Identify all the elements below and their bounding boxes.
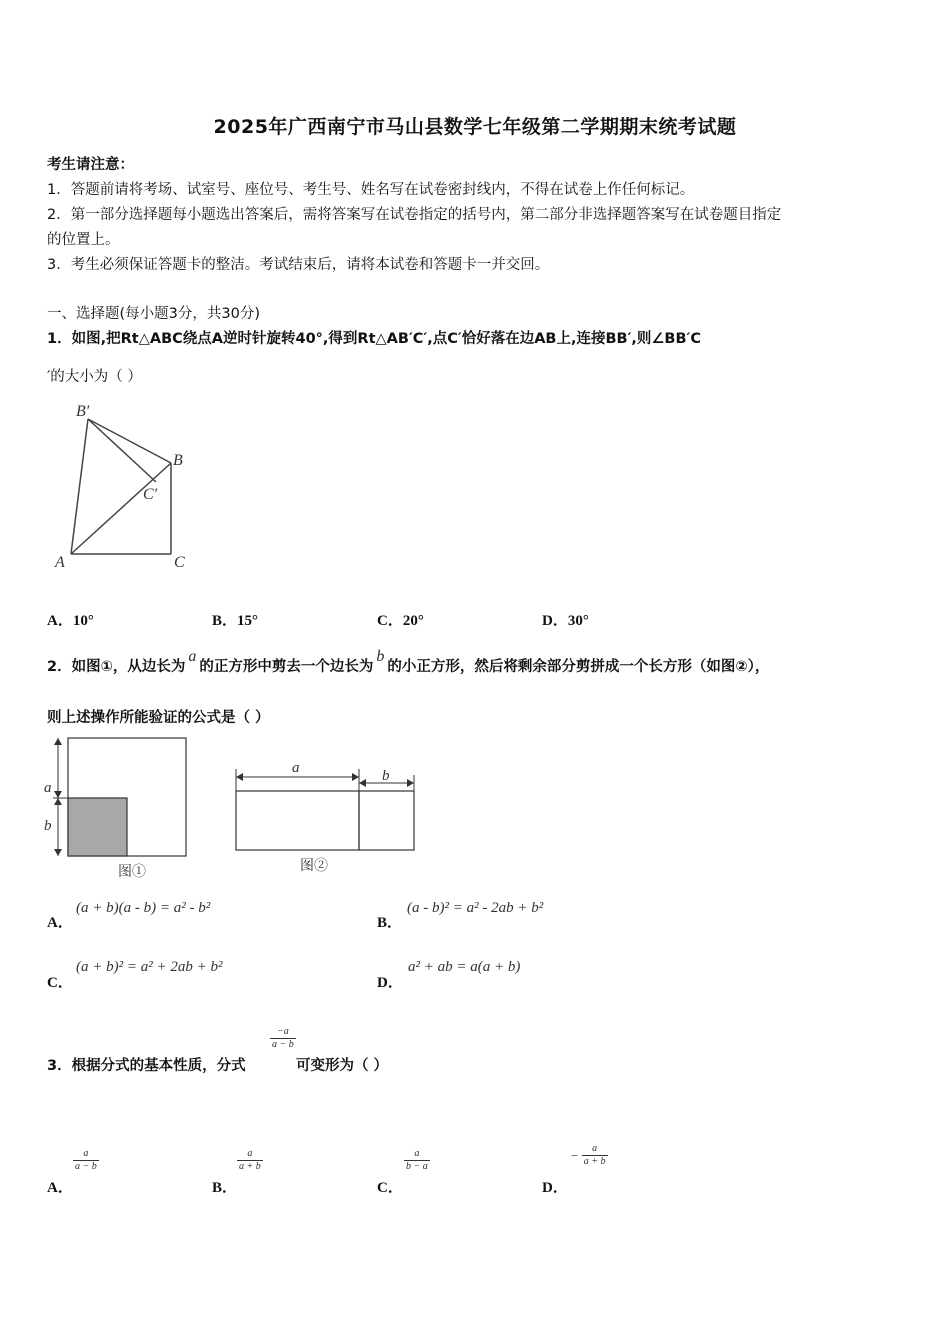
q3-option-a-letter[interactable]: A．: [47, 1180, 73, 1196]
label-c: C: [174, 554, 185, 571]
rect-a: [236, 791, 359, 850]
q1-option-b[interactable]: B．15°: [212, 613, 259, 629]
small-square: [68, 798, 127, 856]
segment-b-prime-c-prime: [88, 419, 156, 482]
segment-bb-prime: [88, 419, 171, 463]
arrow-mid-down: [54, 798, 62, 805]
q1-option-d[interactable]: D．30°: [542, 613, 589, 629]
q2-option-a-formula: (a + b)(a - b) = a² - b²: [76, 900, 211, 916]
q3-option-b-letter[interactable]: B．: [212, 1180, 238, 1196]
q2-option-d-formula: a² + ab = a(a + b): [408, 959, 521, 975]
q2-option-c-formula: (a + b)² = a² + 2ab + b²: [76, 959, 223, 975]
q2-option-a-letter[interactable]: A．: [47, 915, 73, 931]
fig1-caption: 图①: [118, 865, 146, 880]
label-a: A: [55, 554, 65, 571]
q1-stem-line-1: 1．如图,把Rt△ABC绕点A逆时针旋转40°,得到Rt△AB′C′,点C′恰好落在边AB上,连接BB′,则∠BB′C: [47, 331, 701, 347]
label-b: B: [173, 452, 183, 469]
label-b-prime: B′: [76, 403, 90, 420]
notice-item-3: 3．考生必须保证答题卡的整洁。考试结束后，请将本试卷和答题卡一并交回。: [47, 257, 550, 273]
q1-figure: [45, 395, 205, 575]
q3-option-c-letter[interactable]: C．: [377, 1180, 403, 1196]
q3-option-d-sign: −: [570, 1147, 579, 1163]
notice-item-2-line-1: 2．第一部分选择题每小题选出答案后，需将答案写在试卷指定的括号内，第二部分非选择题答案写在试卷题目指定: [47, 207, 782, 223]
notice-heading: 考生请注意：: [47, 157, 134, 173]
q2-option-b-formula: (a - b)² = a² - 2ab + b²: [407, 900, 544, 916]
segment-ab: [71, 463, 171, 554]
q1-stem-line-2: ′的大小为（ ）: [47, 369, 142, 385]
fig1-label-b: b: [44, 818, 52, 834]
q1-option-a[interactable]: A．10°: [47, 613, 94, 629]
segment-ab-prime: [71, 419, 88, 554]
q2-figure-2: [230, 755, 425, 880]
q3-option-d-fraction: − $\frac{a}{a + b}$: [570, 1143, 606, 1167]
q2-stem-line-2: 则上述操作所能验证的公式是（ ）: [47, 710, 270, 726]
fig2-caption: 图②: [300, 859, 328, 874]
q3-stem-part-1: 3．根据分式的基本性质，分式: [47, 1058, 246, 1074]
arrow-mid-up: [54, 791, 62, 798]
arrow-a-right: [352, 773, 359, 781]
q2-var-a: a: [188, 648, 197, 665]
arrow-top: [54, 738, 62, 745]
notice-item-1: 1．答题前请将考场、试室号、座位号、考生号、姓名写在试卷密封线内，不得在试卷上作任何标记。: [47, 182, 695, 198]
q3-option-b-fraction: $\frac{a}{a + b}$: [239, 1148, 261, 1172]
q2-figure-1: [40, 732, 200, 882]
q3-stem-fraction: $\frac{-a}{a - b}$: [272, 1026, 294, 1050]
q3-option-c-fraction: $\frac{a}{b - a}$: [406, 1148, 428, 1172]
q2-option-d-letter[interactable]: D．: [377, 975, 403, 991]
q2-stem-line-1: 2．如图①，从边长为a的正方形中剪去一个边长为b的小正方形，然后将剩余部分剪拼成一个长方形（如图②），: [47, 648, 770, 675]
rect-b: [359, 791, 414, 850]
fig1-label-a: a: [44, 780, 52, 796]
arrow-bottom: [54, 849, 62, 856]
q3-stem-part-2: 可变形为（ ）: [296, 1058, 389, 1074]
notice-item-2-line-2: 的位置上。: [47, 232, 120, 248]
fig2-label-b: b: [382, 768, 390, 784]
q3-option-d-letter[interactable]: D．: [542, 1180, 568, 1196]
q2-var-b: b: [376, 648, 385, 665]
arrow-b-left: [359, 779, 366, 787]
q2-option-b-letter[interactable]: B．: [377, 915, 403, 931]
arrow-a-left: [236, 773, 243, 781]
page-title: 2025年广西南宁市马山县数学七年级第二学期期末统考试题: [213, 116, 737, 138]
q2-option-c-letter[interactable]: C．: [47, 975, 73, 991]
label-c-prime: C′: [143, 486, 158, 503]
fig2-label-a: a: [292, 760, 300, 776]
q3-option-a-fraction: $\frac{a}{a - b}$: [75, 1148, 97, 1172]
section-heading: 一、选择题(每小题3分，共30分): [47, 306, 260, 322]
arrow-b-right: [407, 779, 414, 787]
q1-option-c[interactable]: C．20°: [377, 613, 424, 629]
